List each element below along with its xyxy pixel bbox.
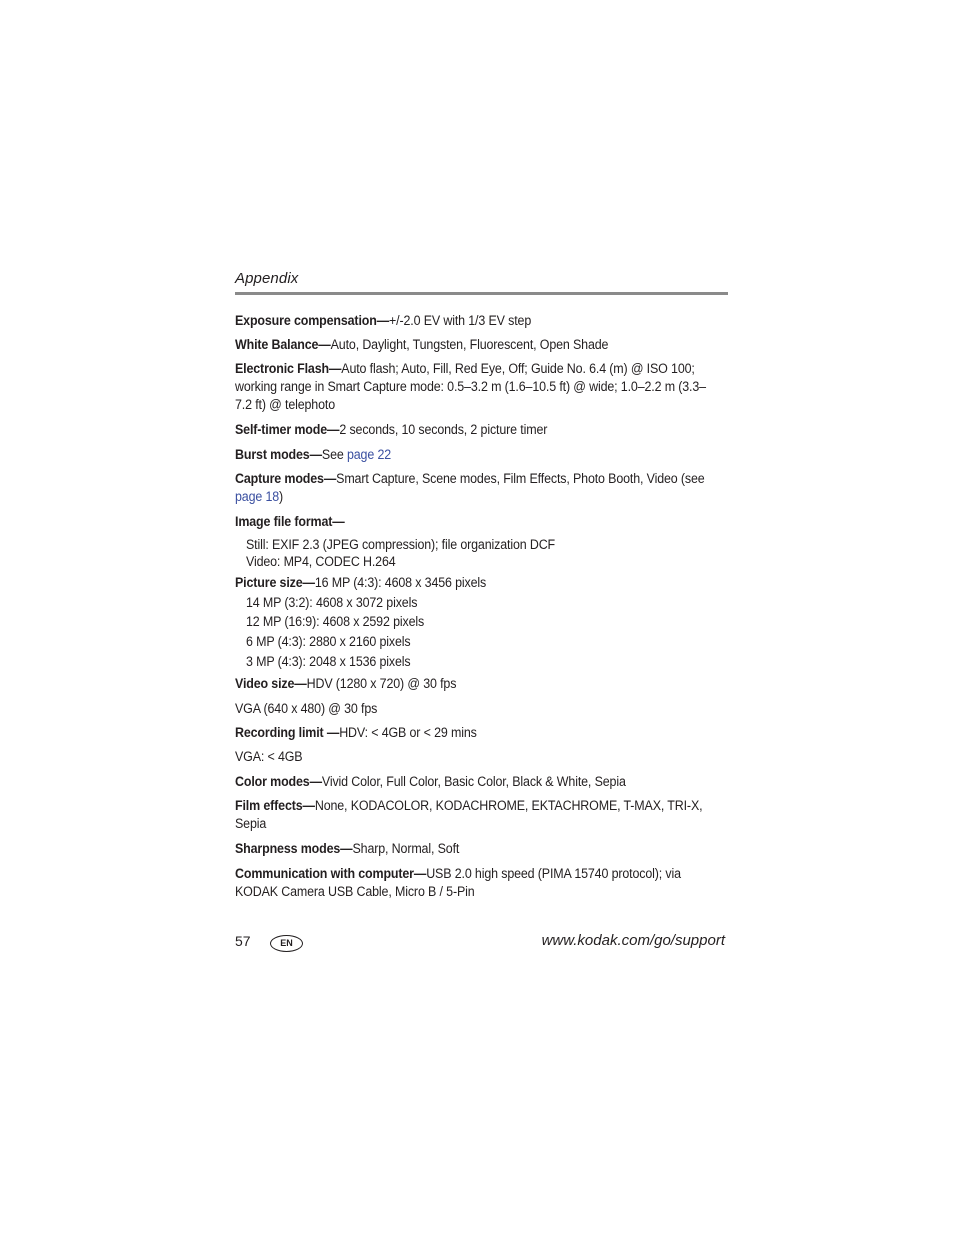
spec-value: HDV (1280 x 720) @ 30 fps bbox=[306, 676, 457, 691]
spec-label: Color modes— bbox=[235, 774, 322, 789]
spec-value: +/-2.0 EV with 1/3 EV step bbox=[389, 313, 532, 328]
spec-value: Smart Capture, Scene modes, Film Effects, Photo Booth, Video (see bbox=[336, 471, 705, 486]
section-header: Appendix bbox=[235, 270, 299, 287]
spec-label: White Balance— bbox=[235, 337, 331, 352]
manual-page bbox=[235, 0, 728, 1235]
spec-exposure bbox=[235, 312, 728, 330]
spec-image-format bbox=[235, 513, 728, 531]
spec-value: 16 MP (4:3): 4608 x 3456 pixels bbox=[314, 575, 487, 590]
support-url[interactable]: www.kodak.com/go/support bbox=[541, 932, 725, 949]
spec-label: Electronic Flash— bbox=[235, 361, 342, 376]
page-link[interactable]: page 18 bbox=[235, 489, 280, 504]
spec-flash bbox=[235, 360, 720, 414]
spec-capture bbox=[235, 470, 720, 506]
spec-self-timer bbox=[235, 421, 728, 439]
spec-label: Self-timer mode— bbox=[235, 422, 340, 437]
spec-white-balance bbox=[235, 336, 728, 354]
spec-label: Film effects— bbox=[235, 798, 315, 813]
spec-extra-line: VGA: < 4GB bbox=[235, 749, 303, 764]
spec-burst bbox=[235, 446, 728, 464]
spec-picture-size bbox=[235, 574, 728, 592]
spec-extra-line: VGA (640 x 480) @ 30 fps bbox=[235, 701, 378, 716]
spec-sub-line: Video: MP4, CODEC H.264 bbox=[246, 554, 396, 569]
spec-sub-line: Still: EXIF 2.3 (JPEG compression); file organization DCF bbox=[246, 537, 556, 552]
page-link[interactable]: page 22 bbox=[346, 447, 392, 462]
spec-label: Communication with computer— bbox=[235, 866, 427, 881]
spec-value: 2 seconds, 10 seconds, 2 picture timer bbox=[339, 422, 548, 437]
spec-label: Exposure compensation— bbox=[235, 313, 390, 328]
spec-value: None, KODACOLOR, KODACHROME, EKTACHROME, T-MAX, TRI-X, Sepia bbox=[235, 798, 703, 831]
spec-label: Burst modes— bbox=[235, 447, 322, 462]
spec-value: Vivid Color, Full Color, Basic Color, Black & White, Sepia bbox=[321, 774, 626, 789]
spec-label: Image file format— bbox=[235, 514, 345, 529]
spec-video-size bbox=[235, 675, 728, 693]
spec-value: HDV: < 4GB or < 29 mins bbox=[339, 725, 477, 740]
spec-label: Sharpness modes— bbox=[235, 841, 353, 856]
spec-value: USB 2.0 high speed (PIMA 15740 protocol); via KODAK Camera USB Cable, Micro B / 5-Pin bbox=[235, 866, 681, 899]
spec-value: See bbox=[321, 447, 347, 462]
spec-label: Picture size— bbox=[235, 575, 315, 590]
spec-value-suffix: ) bbox=[279, 489, 284, 504]
spec-sub-line: 14 MP (3:2): 4608 x 3072 pixels bbox=[246, 595, 418, 610]
spec-label: Capture modes— bbox=[235, 471, 337, 486]
spec-label: Recording limit — bbox=[235, 725, 340, 740]
spec-label: Video size— bbox=[235, 676, 307, 691]
spec-recording-limit bbox=[235, 724, 728, 742]
page-number: 57 bbox=[235, 933, 251, 949]
spec-sharpness bbox=[235, 840, 728, 858]
language-badge: EN bbox=[270, 935, 303, 952]
spec-film-effects bbox=[235, 797, 720, 833]
spec-value: Auto, Daylight, Tungsten, Fluorescent, Open Shade bbox=[330, 337, 609, 352]
spec-communication bbox=[235, 865, 720, 901]
spec-value: Auto flash; Auto, Fill, Red Eye, Off; Guide No. 6.4 (m) @ ISO 100; working range in Smart Capture mode: 0.5–3.2 m (1.6–10.5 ft) @ wide; 1.0–2.2 m (3.3–7.2 ft) @ telephoto bbox=[235, 361, 706, 412]
spec-sub-line: 12 MP (16:9): 4608 x 2592 pixels bbox=[246, 614, 425, 629]
spec-color-modes bbox=[235, 773, 728, 791]
spec-sub-line: 3 MP (4:3): 2048 x 1536 pixels bbox=[246, 654, 411, 669]
spec-value: Sharp, Normal, Soft bbox=[352, 841, 460, 856]
spec-sub-line: 6 MP (4:3): 2880 x 2160 pixels bbox=[246, 634, 411, 649]
header-rule bbox=[235, 292, 728, 295]
